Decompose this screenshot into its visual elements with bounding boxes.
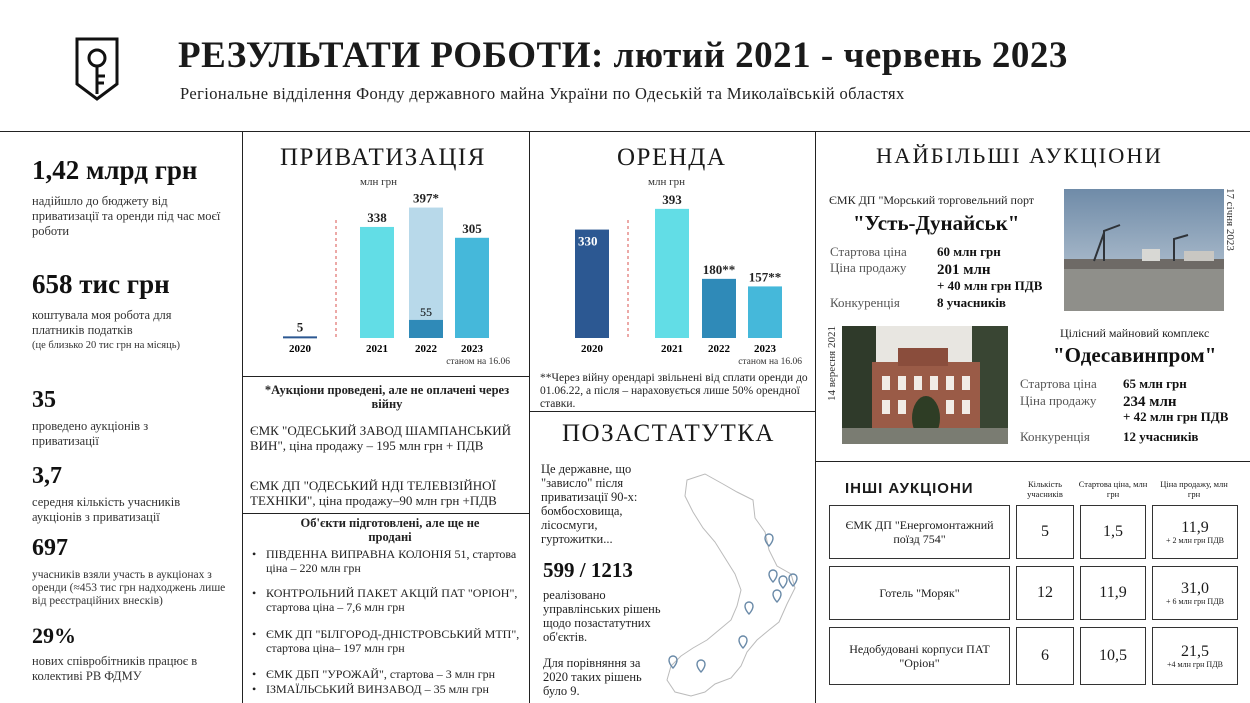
stat-cost-value: 658 тис грн [32,269,170,299]
auction1-start-value: 60 млн грн [937,244,1001,259]
other-row-sale-cell [1152,627,1238,685]
other-row-count: 5 [1016,505,1074,559]
other-row-count: 6 [1016,627,1074,685]
stat-staff-value: 29% [32,623,76,648]
fund-logo [74,36,120,102]
other-row-vat: + 6 млн грн ПДВ [1166,596,1224,606]
category-label: 2021 [661,343,683,355]
offstatute-compare: Для порівняння за 2020 таких рішень було 9. [543,656,642,698]
bar [283,336,317,338]
privatization-chart [243,190,529,370]
other-row-sale-cell [1152,566,1238,620]
bullet-icon: • [252,547,257,561]
auction1-name: "Усть-Дунайськ" [853,211,1020,235]
prepared-item: • ІЗМАЇЛЬСЬКИЙ ВИНЗАВОД – 35 млн грн [252,682,489,696]
auction2-sale-label: Ціна продажу [1020,393,1097,408]
other-row-count: 12 [1016,566,1074,620]
bullet-icon: • [252,627,257,641]
other-row-name: Недобудовані корпуси ПАТ "Оріон" [829,627,1010,685]
rent-footnote: **Через війну орендарі звільнені від сплати оренди до 01.06.22, а після – нараховується лише 50% орендної ставки. [540,372,808,410]
other-row-sale: 11,9 [1181,518,1209,536]
category-label: 2023 [461,343,483,355]
stat-avg-desc: середня кількість учасників аукціонів з приватизації [32,495,181,524]
other-row-name: ЄМК ДП "Енергомонтажний поїзд 754" [829,505,1010,559]
stat-avg-value: 3,7 [32,463,62,489]
unpaid-item-1: ЄМК "ОДЕСЬКИЙ ЗАВОД ШАМПАНСЬКИЙ ВИН", ціна продажу – 195 млн грн + ПДВ [250,423,511,453]
auction2-type: Цілісний майновий комплекс [1060,326,1210,340]
bar [655,209,689,338]
other-col-count: Кількість учасників [1027,479,1063,499]
category-label: 2023 [754,343,776,355]
other-row-sale-cell [1152,505,1238,559]
other-row-start: 1,5 [1080,505,1146,559]
bar-value-label: 330 [578,233,598,249]
category-label: 2020 [581,343,603,355]
auction1-date: 17 січня 2023 [1224,188,1236,251]
odesavynprom-photo [842,326,1008,444]
auction2-name: "Одесавинпром" [1053,343,1217,367]
prepared-item: • ЄМК ДП "БІЛГОРОД-ДНІСТРОВСЬКИЙ МТП", стартова ціна– 197 млн грн [252,627,520,655]
odesa-region-map [645,470,815,702]
offstatute-title: ПОЗАСТАТУТКА [562,420,775,447]
bullet-icon: • [252,682,257,696]
rent-unit: млн грн [648,176,685,188]
other-col-sale: Ціна продажу, млн грн [1160,479,1228,499]
bar-value-label: 180** [702,261,736,277]
page-subtitle: Регіональне відділення Фонду державного майна України по Одеській та Миколаївській областях [180,84,905,103]
other-row-sale: 31,0 [1181,579,1209,597]
stat-rent-participants-desc: учасників взяли участь в аукціонах з оренди (≈453 тис грн надходжень лише від реєстраційних внесків) [32,569,226,607]
bullet-icon: • [252,586,257,600]
unpaid-item-2: ЄМК ДП "ОДЕСЬКИЙ НДІ ТЕЛЕВІЗІЙНОЇ ТЕХНІКИ", ціна продажу–90 млн грн +ПДВ [250,478,497,508]
top-auctions-title: НАЙБІЛЬШІ АУКЦІОНИ [876,143,1163,168]
auction1-comp-label: Конкуренція [830,295,900,310]
stat-auctions-desc: проведено аукціонів з приватизації [32,419,149,448]
stat-cost-note: (це близько 20 тис грн на місяць) [32,340,180,351]
auction2-comp-label: Конкуренція [1020,429,1090,444]
category-label: 2022 [708,343,730,355]
stat-budget-value: 1,42 млрд грн [32,155,198,185]
offstatute-number: 599 / 1213 [543,558,633,582]
auction1-sale-vat: + 40 млн грн ПДВ [937,278,1043,293]
bar-value-label: 157** [748,269,782,285]
bar-value-label: 338 [367,209,387,225]
category-label: 2020 [289,343,311,355]
stat-rent-participants-value: 697 [32,535,68,561]
category-label: 2022 [415,343,437,355]
category-label: 2021 [366,343,388,355]
stat-auctions-value: 35 [32,387,56,413]
auction2-sale-vat: + 42 млн грн ПДВ [1123,409,1229,424]
bar [702,279,736,338]
offstatute-intro: Це державне, що "зависло" після приватизації 90-х: бомбосховища, лісосмуги, гуртожитки... [541,462,638,546]
bar-value-label: 5 [296,319,304,335]
prepared-item: • ЄМК ДБП "УРОЖАЙ", стартова – 3 млн грн [252,667,496,681]
prepared-item: • КОНТРОЛЬНИЙ ПАКЕТ АКЦІЙ ПАТ "ОРІОН", стартова ціна – 7,6 млн грн [252,586,518,614]
other-col-start: Стартова ціна, млн грн [1078,479,1148,499]
bar [360,227,394,338]
auction2-start-value: 65 млн грн [1123,376,1187,391]
auction1-comp-value: 8 учасників [937,295,1006,310]
other-row-vat: +4 млн грн ПДВ [1167,659,1223,669]
chart-date-note: станом на 16.06 [738,357,802,367]
stat-staff-desc: нових співробітників працює в колективі РВ ФДМУ [32,654,198,683]
rent-title: ОРЕНДА [617,144,727,171]
prepared-title: Об'єкти підготовлені, але ще не продані [300,516,480,544]
bar [455,238,489,338]
other-row-start: 11,9 [1080,566,1146,620]
other-row-vat: + 2 млн грн ПДВ [1166,535,1224,545]
auction2-sale-value: 234 млн [1123,394,1177,410]
page-title: РЕЗУЛЬТАТИ РОБОТИ: лютий 2021 - червень 2023 [178,35,1068,76]
bar-value-label: 393 [662,191,682,207]
stat-cost-desc: коштувала моя робота для платників податків [32,308,172,337]
bar [748,286,782,338]
auction1-sale-value: 201 млн [937,262,991,278]
auction2-comp-value: 12 учасників [1123,429,1199,444]
auction1-sale-label: Ціна продажу [830,260,907,275]
bar-value-label: 397* [413,190,439,206]
other-row-name: Готель "Моряк" [829,566,1010,620]
prepared-item: • ПІВДЕННА ВИПРАВНА КОЛОНІЯ 51, стартова ціна – 220 млн грн [252,547,517,575]
bar-sub-label: 55 [420,304,432,319]
auction1-start-label: Стартова ціна [830,244,907,259]
other-auctions-title: ІНШІ АУКЦІОНИ [845,480,974,497]
offstatute-desc: реалізовано управлінських рішень щодо позастатутних об'єктів. [543,588,661,644]
stat-budget-desc: надійшло до бюджету від приватизації та оренди під час моєї роботи [32,194,221,238]
rent-chart [530,190,815,370]
bar [409,320,443,338]
bar-value-label: 305 [462,220,482,236]
stats-panel [0,131,242,703]
port-photo [1064,189,1224,311]
auction1-type: ЄМК ДП "Морський торговельний порт [829,193,1035,207]
unpaid-title: *Аукціони проведені, але не оплачені через війну [264,383,510,411]
other-row-start: 10,5 [1080,627,1146,685]
other-row-sale: 21,5 [1181,642,1209,660]
privatization-unit: млн грн [360,176,397,188]
chart-date-note: станом на 16.06 [446,357,510,367]
auction2-date: 14 вересня 2021 [826,326,838,401]
privatization-title: ПРИВАТИЗАЦІЯ [280,144,486,171]
bullet-icon: • [252,667,257,681]
auction2-start-label: Стартова ціна [1020,376,1097,391]
